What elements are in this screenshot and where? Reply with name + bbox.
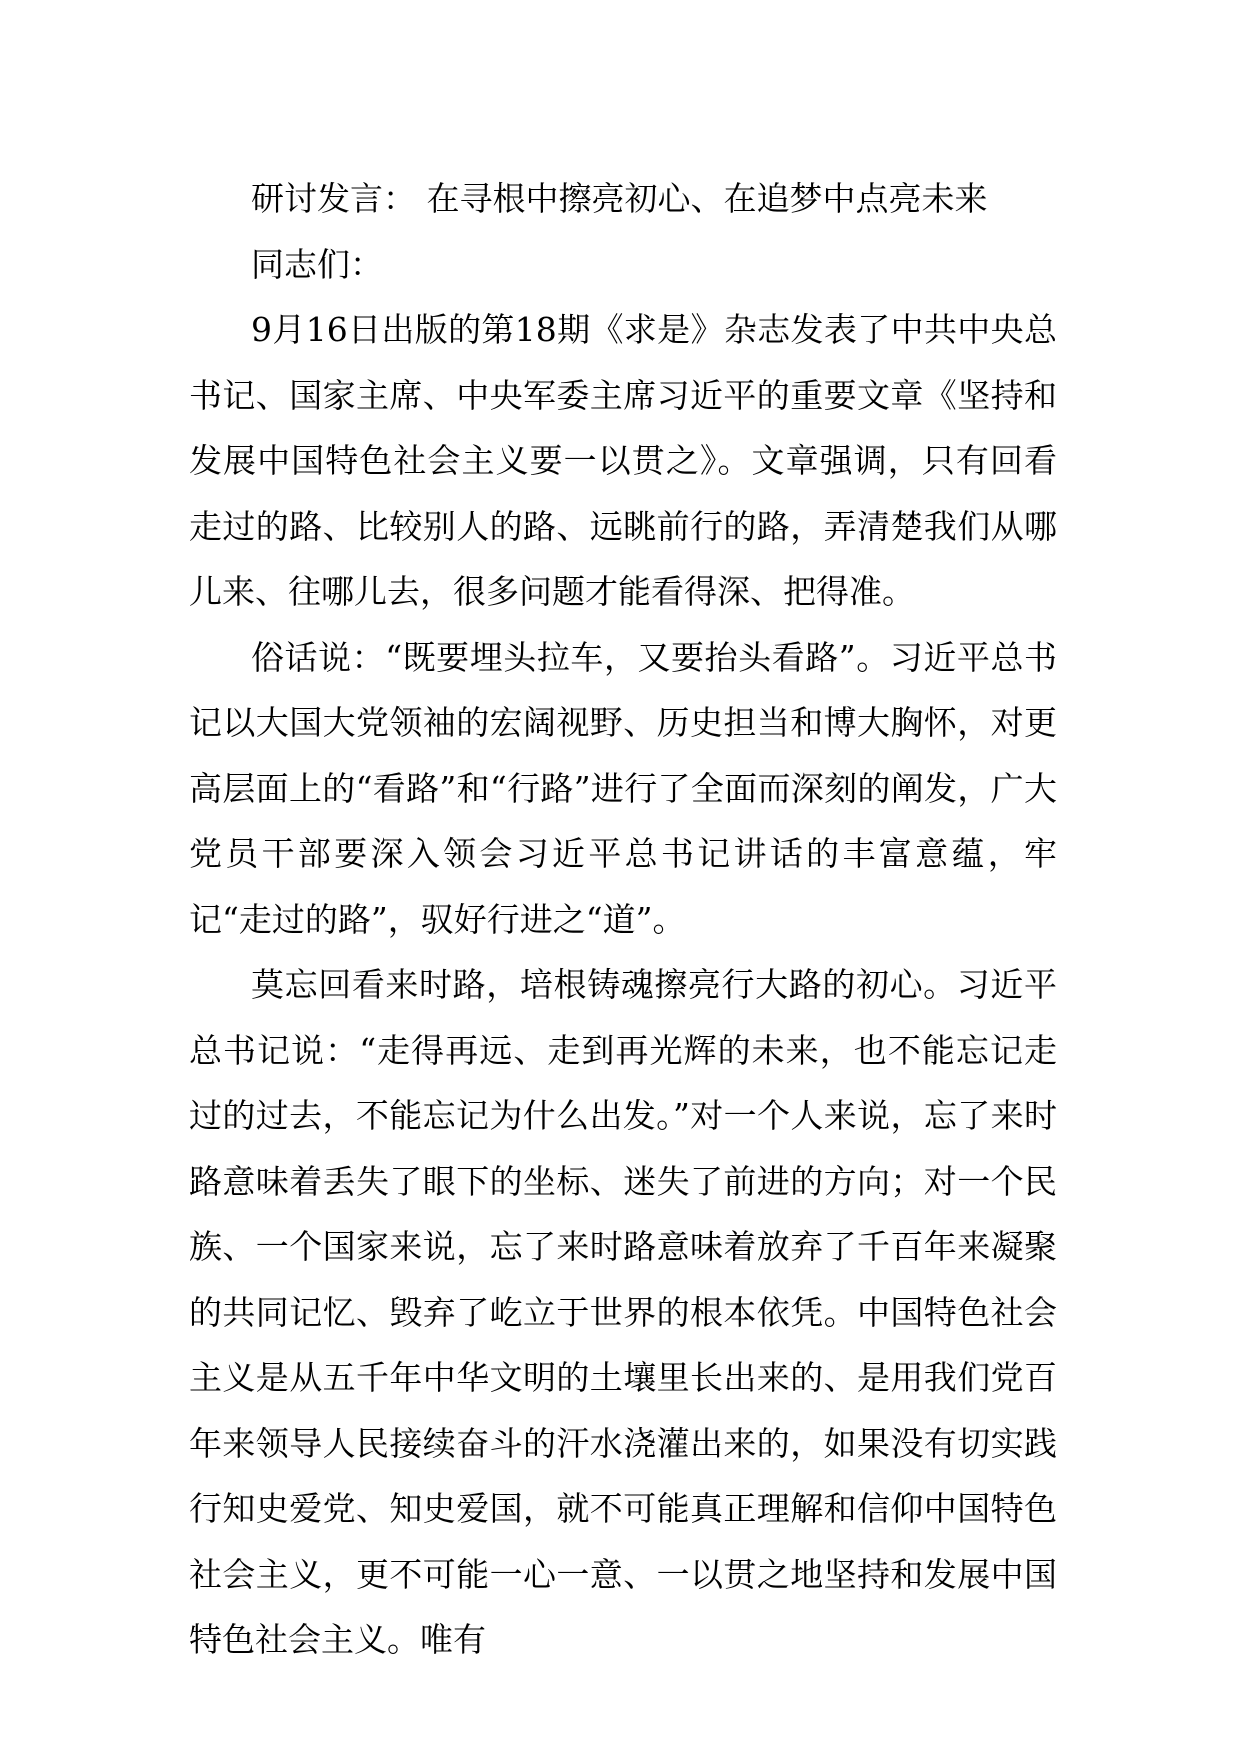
document-title: 研讨发言： 在寻根中擦亮初心、在追梦中点亮未来 [251,179,988,218]
document-page [189,166,1057,1673]
salutation: 同志们： [251,244,383,284]
paragraph-3: 莫忘回看来时路，培根铸魂擦亮行大路的初心。习近平总书记说：“走得再远、走到再光辉的未来，也不能忘记走过的过去，不能忘记为什么出发。”对一个人来说，忘了来时路意味着丢失了眼下的坐标、迷失了前进的方向；对一个民族、一个国家来说，忘了来时路意味着放弃了千百年来凝聚的共同记忆、毁弃了屹立于世界的根本依凭。中国特色社会主义是从五千年中华文明的土壤里长出来的、是用我们党百年来领导人民接续奋斗的汗水浇灌出来的，如果没有切实践行知史爱党、知史爱国，就不可能真正理解和信仰中国特色社会主义，更不可能一心一意、一以贯之地坚持和发展中国特色社会主义。唯有 [189,965,1057,1659]
paragraph-1: 9月16日出版的第18期《求是》杂志发表了中共中央总书记、国家主席、中央军委主席习近平的重要文章《坚持和发展中国特色社会主义要一以贯之》。文章强调，只有回看走过的路、比较别人的路、远眺前行的路，弄清楚我们从哪儿来、往哪儿去，很多问题才能看得深、把得准。 [189,310,1057,611]
paragraph-2: 俗话说：“既要埋头拉车，又要抬头看路”。习近平总书记以大国大党领袖的宏阔视野、历史担当和博大胸怀，对更高层面上的“看路”和“行路”进行了全面而深刻的阐发，广大党员干部要深入领会习近平总书记讲话的丰富意蕴，牢记“走过的路”，驭好行进之“道”。 [189,637,1057,939]
